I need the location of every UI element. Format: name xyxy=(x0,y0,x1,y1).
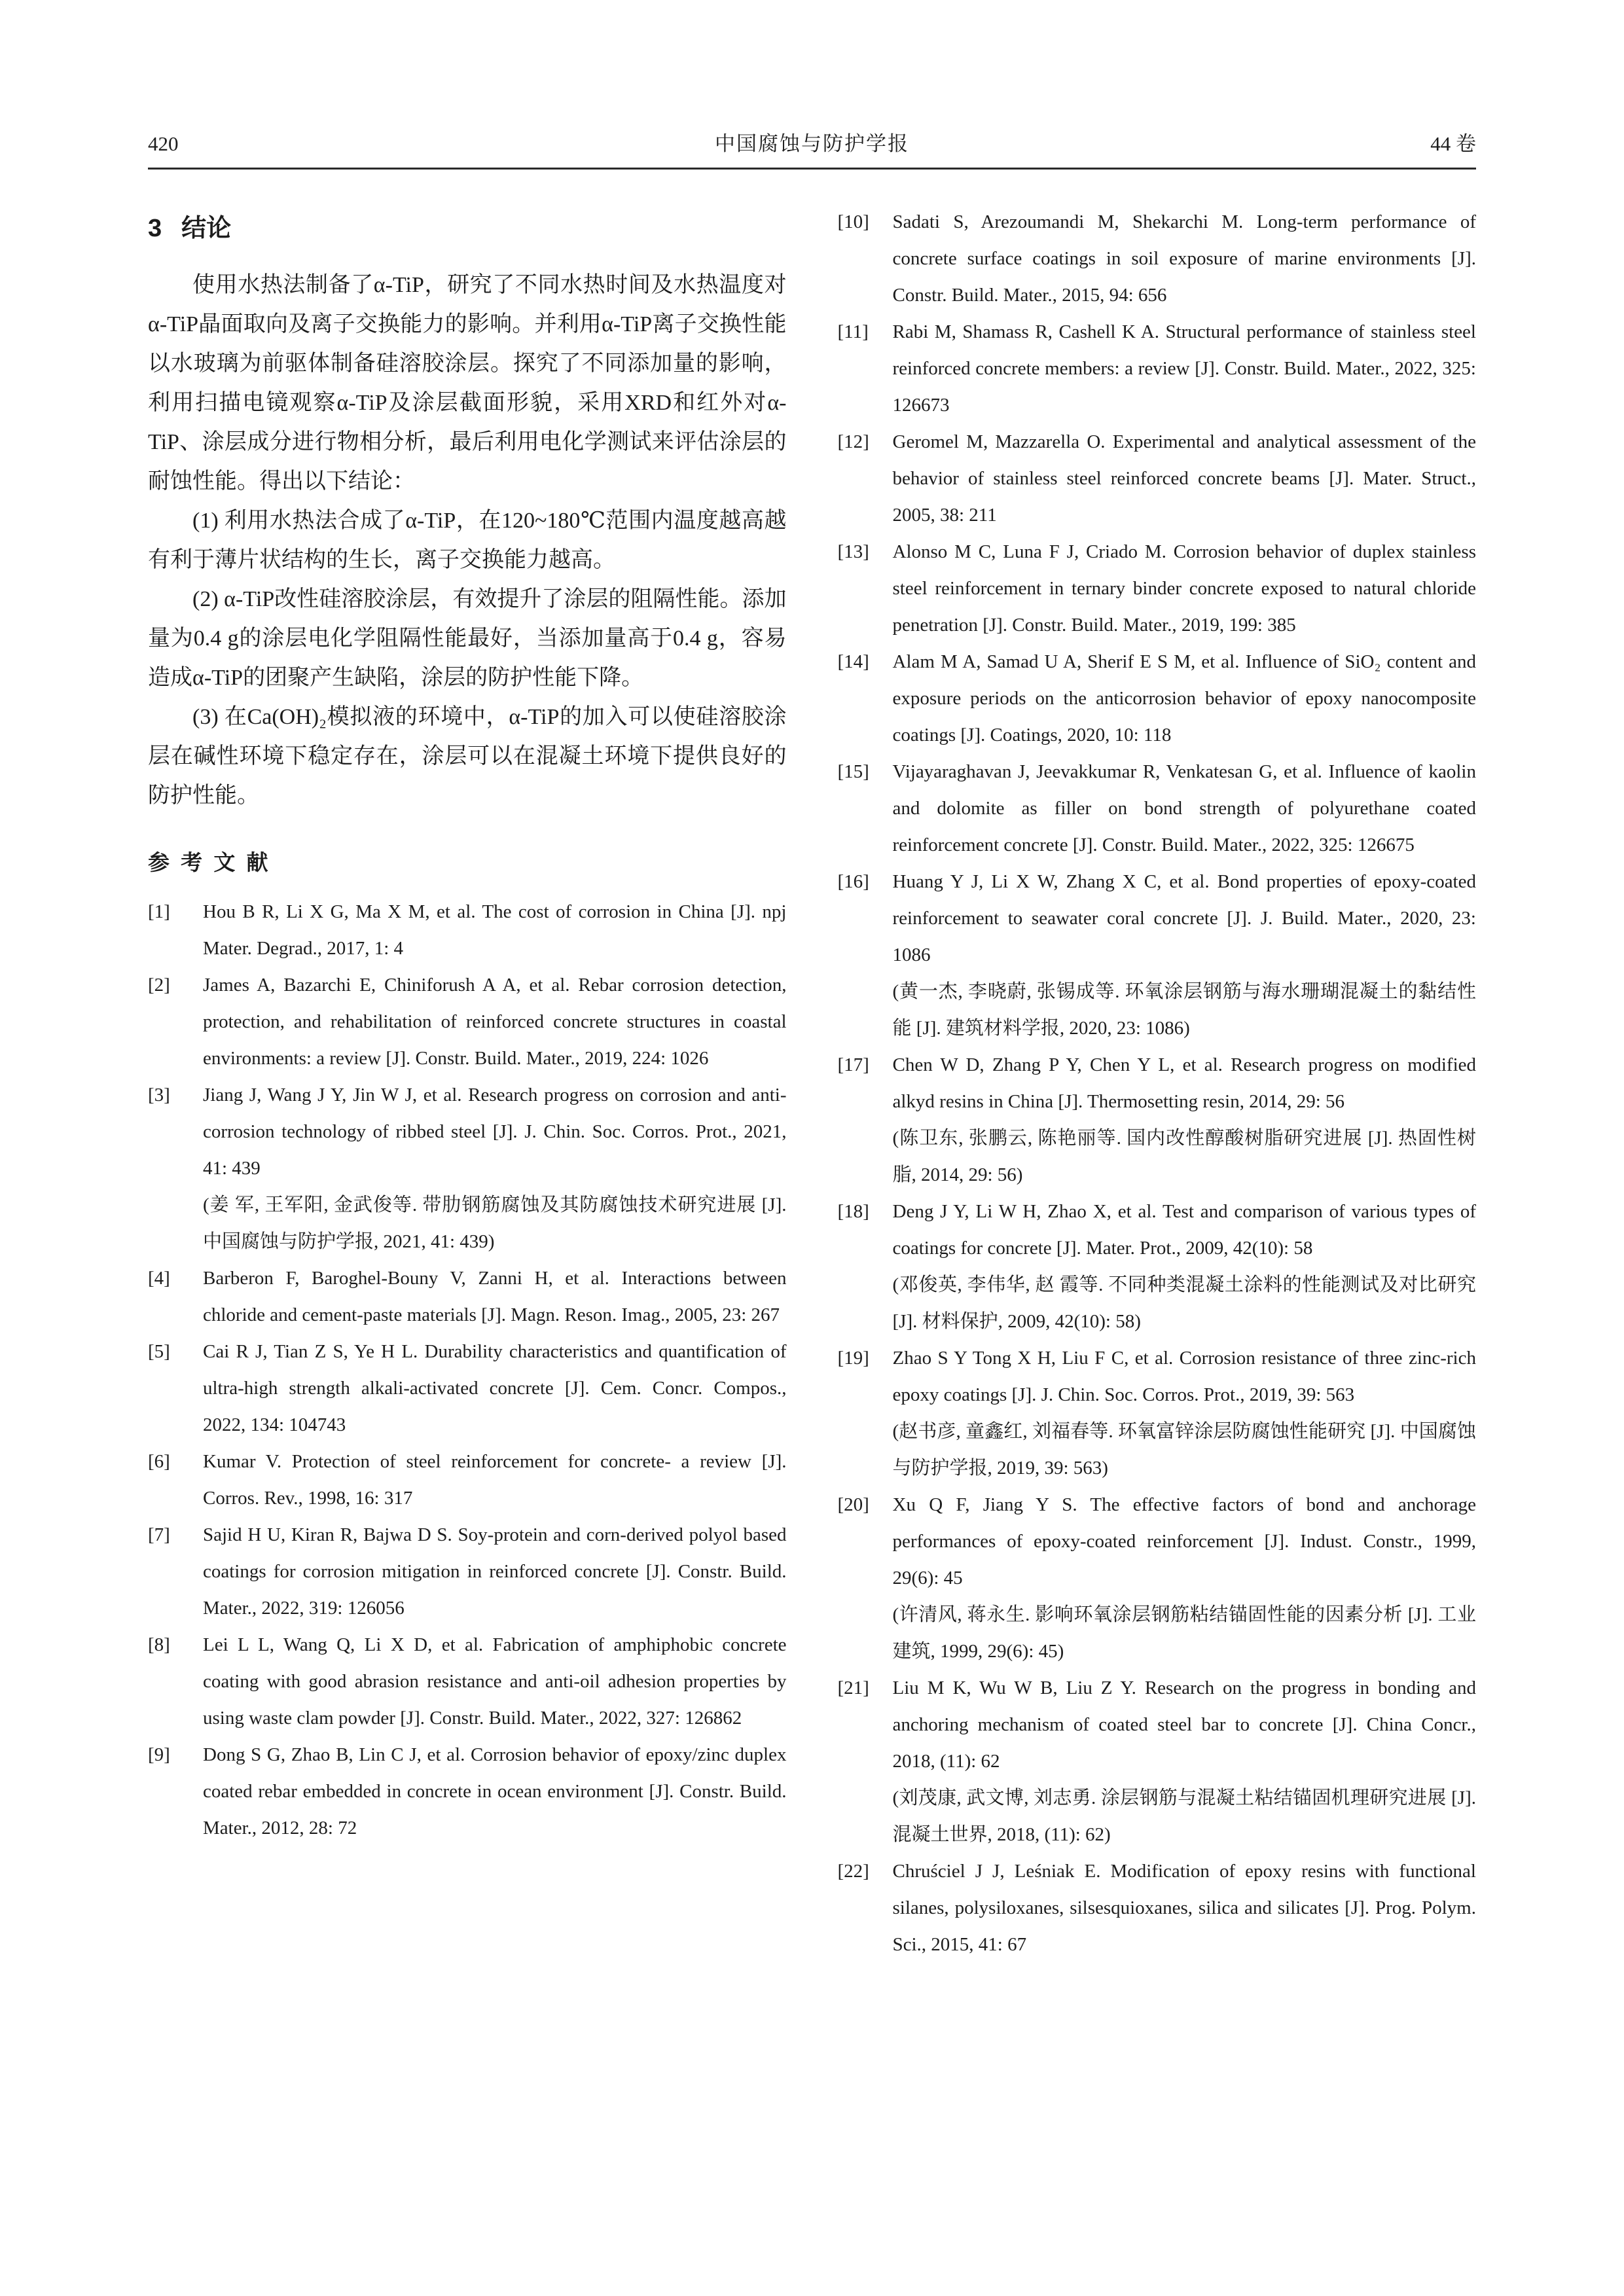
reference-item xyxy=(148,1077,787,1260)
reference-item xyxy=(838,204,1477,314)
conclusion-paragraph: 使用水热法制备了α-TiP，研究了不同水热时间及水热温度对α-TiP晶面取向及离子交换能力的影响。并利用α-TiP离子交换性能以水玻璃为前驱体制备硅溶胶涂层。探究了不同添加量的影响，利用扫描电镜观察α-TiP及涂层截面形貌，采用XRD和红外对α-TiP、涂层成分进行物相分析，最后利用电化学测试来评估涂层的耐蚀性能。得出以下结论： xyxy=(148,273,787,493)
reference-item xyxy=(838,1853,1477,1963)
reference-item xyxy=(838,1670,1477,1853)
reference-text xyxy=(203,1736,787,1846)
reference-chinese: (刘茂康, 武文博, 刘志勇. 涂层钢筋与混凝土粘结锚固机理研究进展 [J]. 混凝土世界, 2018, (11): 62) xyxy=(892,1787,1476,1845)
reference-item xyxy=(838,863,1477,1047)
reference-item xyxy=(838,1047,1477,1193)
reference-number: [14] xyxy=(837,651,869,672)
reference-chinese: (赵书彦, 童鑫红, 刘福春等. 环氧富锌涂层防腐蚀性能研究 [J]. 中国腐蚀与防护学报, 2019, 39: 563) xyxy=(892,1421,1476,1479)
reference-item xyxy=(148,1516,787,1626)
reference-text xyxy=(893,863,1477,1047)
reference-chinese: (邓俊英, 李伟华, 赵 霞等. 不同种类混凝土涂料的性能测试及对比研究 [J]. 材料保护, 2009, 42(10): 58) xyxy=(892,1274,1476,1332)
reference-text xyxy=(893,423,1477,533)
reference-number: [17] xyxy=(837,1054,869,1075)
reference-item xyxy=(148,893,787,967)
reference-english: Lei L L, Wang Q, Li X D, et al. Fabrication of amphiphobic concrete coating with good abrasion resistance and anti-oil adhesion properties by using waste clam powder [J]. Constr. Build. Mater., 2022, 327: 126862 xyxy=(203,1634,787,1729)
reference-english: Alam M A, Samad U A, Sherif E S M, et al. Influence of SiO₂ content and exposure periods on the anticorrosion behavior of epoxy nanocomposite coatings [J]. Coatings, 2020, 10: 118 xyxy=(892,651,1476,745)
reference-text xyxy=(203,1333,787,1443)
conclusion-heading xyxy=(148,207,787,243)
reference-english: Huang Y J, Li X W, Zhang X C, et al. Bond properties of epoxy-coated reinforcement to seawater coral concrete [J]. J. Build. Mater., 2020, 23: 1086 xyxy=(892,871,1476,965)
reference-number: [19] xyxy=(837,1348,869,1369)
reference-number: [9] xyxy=(148,1744,170,1765)
reference-text xyxy=(203,1443,787,1516)
reference-text xyxy=(893,204,1477,314)
reference-chinese: (黄一杰, 李晓蔚, 张锡成等. 环氧涂层钢筋与海水珊瑚混凝土的黏结性能 [J]. 建筑材料学报, 2020, 23: 1086) xyxy=(892,981,1476,1039)
reference-english: Cai R J, Tian Z S, Ye H L. Durability characteristics and quantification of ultra-high strength alkali-activated concrete [J]. Cem. Concr. Compos., 2022, 134: 104743 xyxy=(203,1341,787,1435)
reference-english: Alonso M C, Luna F J, Criado M. Corrosion behavior of duplex stainless steel reinforcement in ternary binder concrete exposed to natural chloride penetration [J]. Constr. Build. Mater., 2019, 199: 385 xyxy=(892,541,1476,636)
reference-number: [13] xyxy=(837,541,869,562)
reference-english: Rabi M, Shamass R, Cashell K A. Structural performance of stainless steel reinforced concrete members: a review [J]. Constr. Build. Mater., 2022, 325: 126673 xyxy=(892,321,1476,416)
conclusion-heading-number: 3 xyxy=(148,215,162,242)
reference-text xyxy=(893,1486,1477,1670)
reference-text xyxy=(203,1260,787,1333)
reference-english: Zhao S Y Tong X H, Liu F C, et al. Corrosion resistance of three zinc-rich epoxy coatings [J]. J. Chin. Soc. Corros. Prot., 2019, 39: 563 xyxy=(892,1348,1476,1405)
reference-item xyxy=(838,423,1477,533)
reference-number: [15] xyxy=(837,761,869,782)
reference-item xyxy=(838,314,1477,423)
reference-number: [11] xyxy=(837,321,869,342)
reference-number: [10] xyxy=(837,211,869,232)
conclusion-heading-title: 结论 xyxy=(181,215,232,242)
reference-number: [2] xyxy=(148,975,170,996)
left-column xyxy=(148,204,787,1963)
page-number: 420 xyxy=(148,132,179,155)
right-column xyxy=(838,204,1477,1963)
reference-english: Hou B R, Li X G, Ma X M, et al. The cost of corrosion in China [J]. npj Mater. Degrad., 2017, 1: 4 xyxy=(203,901,787,959)
reference-number: [18] xyxy=(837,1201,869,1222)
reference-text xyxy=(893,753,1477,863)
reference-english: Kumar V. Protection of steel reinforcement for concrete- a review [J]. Corros. Rev., 1998, 16: 317 xyxy=(203,1451,787,1509)
reference-english: Xu Q F, Jiang Y S. The effective factors of bond and anchorage performances of epoxy-coated reinforcement [J]. Indust. Constr., 1999, 29(6): 45 xyxy=(892,1494,1476,1588)
reference-item xyxy=(148,1736,787,1846)
reference-english: Sajid H U, Kiran R, Bajwa D S. Soy-protein and corn-derived polyol based coatings for corrosion mitigation in reinforced concrete [J]. Constr. Build. Mater., 2022, 319: 126056 xyxy=(203,1524,787,1619)
reference-item xyxy=(148,1626,787,1736)
reference-text xyxy=(893,1047,1477,1193)
reference-text xyxy=(893,1193,1477,1340)
reference-text xyxy=(893,533,1477,643)
reference-english: Vijayaraghavan J, Jeevakkumar R, Venkatesan G, et al. Influence of kaolin and dolomite as filler on bond strength of polyurethane coated reinforcement concrete [J]. Constr. Build. Mater., 2022, 325: 126675 xyxy=(892,761,1476,855)
reference-item xyxy=(838,1340,1477,1486)
conclusion-paragraph: (2) α-TiP改性硅溶胶涂层，有效提升了涂层的阻隔性能。添加量为0.4 g的涂层电化学阻隔性能最好，当添加量高于0.4 g，容易造成α-TiP的团聚产生缺陷，涂层的防护性能下降。 xyxy=(148,587,787,690)
reference-english: Geromel M, Mazzarella O. Experimental and analytical assessment of the behavior of stainless steel reinforced concrete beams [J]. Mater. Struct., 2005, 38: 211 xyxy=(892,431,1476,526)
reference-english: Deng J Y, Li W H, Zhao X, et al. Test and comparison of various types of coatings for concrete [J]. Mater. Prot., 2009, 42(10): 58 xyxy=(892,1201,1476,1259)
reference-chinese: (许清风, 蒋永生. 影响环氧涂层钢筋粘结锚固性能的因素分析 [J]. 工业建筑, 1999, 29(6): 45) xyxy=(892,1604,1476,1662)
reference-english: Chen W D, Zhang P Y, Chen Y L, et al. Research progress on modified alkyd resins in China [J]. Thermosetting resin, 2014, 29: 56 xyxy=(892,1054,1476,1112)
reference-english: Dong S G, Zhao B, Lin C J, et al. Corrosion behavior of epoxy/zinc duplex coated rebar embedded in concrete in ocean environment [J]. Constr. Build. Mater., 2012, 28: 72 xyxy=(203,1744,787,1839)
reference-number: [20] xyxy=(837,1494,869,1515)
reference-item xyxy=(148,967,787,1077)
reference-number: [1] xyxy=(148,901,170,922)
reference-number: [3] xyxy=(148,1085,170,1105)
reference-text xyxy=(893,1853,1477,1963)
reference-text xyxy=(893,314,1477,423)
two-column-layout xyxy=(148,204,1476,1963)
reference-chinese: (姜 军, 王军阳, 金武俊等. 带肋钢筋腐蚀及其防腐蚀技术研究进展 [J]. 中国腐蚀与防护学报, 2021, 41: 439) xyxy=(203,1194,787,1252)
page-header xyxy=(148,131,1476,170)
reference-item xyxy=(148,1443,787,1516)
reference-number: [4] xyxy=(148,1268,170,1289)
reference-item xyxy=(838,1193,1477,1340)
reference-number: [16] xyxy=(837,871,869,892)
reference-number: [6] xyxy=(148,1451,170,1472)
reference-english: Liu M K, Wu W B, Liu Z Y. Research on the progress in bonding and anchoring mechanism of coated steel bar to concrete [J]. China Concr., 2018, (11): 62 xyxy=(892,1677,1476,1772)
reference-english: Sadati S, Arezoumandi M, Shekarchi M. Long-term performance of concrete surface coatings in soil exposure of marine environments [J]. Constr. Build. Mater., 2015, 94: 656 xyxy=(892,211,1476,306)
reference-item xyxy=(148,1333,787,1443)
reference-item xyxy=(838,533,1477,643)
reference-chinese: (陈卫东, 张鹏云, 陈艳丽等. 国内改性醇酸树脂研究进展 [J]. 热固性树脂, 2014, 29: 56) xyxy=(892,1128,1476,1185)
reference-number: [12] xyxy=(837,431,869,452)
reference-english: James A, Bazarchi E, Chiniforush A A, et al. Rebar corrosion detection, protection, and rehabilitation of reinforced concrete structures in coastal environments: a review [J]. Constr. Build. Mater., 2019, 224: 1026 xyxy=(203,975,787,1069)
conclusion-paragraph: (1) 利用水热法合成了α-TiP，在120~180℃范围内温度越高越有利于薄片状结构的生长，离子交换能力越高。 xyxy=(148,509,787,572)
references-heading: 参 考 文 献 xyxy=(148,850,271,874)
reference-text xyxy=(203,1516,787,1626)
reference-text xyxy=(203,893,787,967)
reference-english: Chruściel J J, Leśniak E. Modification of epoxy resins with functional silanes, polysiloxanes, silsesquioxanes, silica and silicates [J]. Prog. Polym. Sci., 2015, 41: 67 xyxy=(892,1861,1476,1955)
volume-label: 44 卷 xyxy=(1430,132,1476,155)
reference-number: [5] xyxy=(148,1341,170,1362)
journal-title: 中国腐蚀与防护学报 xyxy=(715,132,909,155)
reference-english: Jiang J, Wang J Y, Jin W J, et al. Research progress on corrosion and anti-corrosion technology of ribbed steel [J]. J. Chin. Soc. Corros. Prot., 2021, 41: 439 xyxy=(203,1085,787,1179)
reference-text xyxy=(203,967,787,1077)
reference-number: [7] xyxy=(148,1524,170,1545)
reference-item xyxy=(838,1486,1477,1670)
reference-item xyxy=(838,753,1477,863)
reference-item xyxy=(838,643,1477,753)
reference-text xyxy=(893,643,1477,753)
reference-item xyxy=(148,1260,787,1333)
reference-number: [8] xyxy=(148,1634,170,1655)
reference-number: [21] xyxy=(837,1677,869,1698)
reference-text xyxy=(203,1077,787,1260)
reference-english: Barberon F, Baroghel-Bouny V, Zanni H, et al. Interactions between chloride and cement-paste materials [J]. Magn. Reson. Imag., 2005, 23: 267 xyxy=(203,1268,787,1325)
reference-number: [22] xyxy=(837,1861,869,1882)
conclusion-paragraph: (3) 在Ca(OH)₂模拟液的环境中，α-TiP的加入可以使硅溶胶涂层在碱性环境下稳定存在，涂层可以在混凝土环境下提供良好的防护性能。 xyxy=(148,705,787,808)
reference-text xyxy=(203,1626,787,1736)
reference-text xyxy=(893,1670,1477,1853)
reference-text xyxy=(893,1340,1477,1486)
